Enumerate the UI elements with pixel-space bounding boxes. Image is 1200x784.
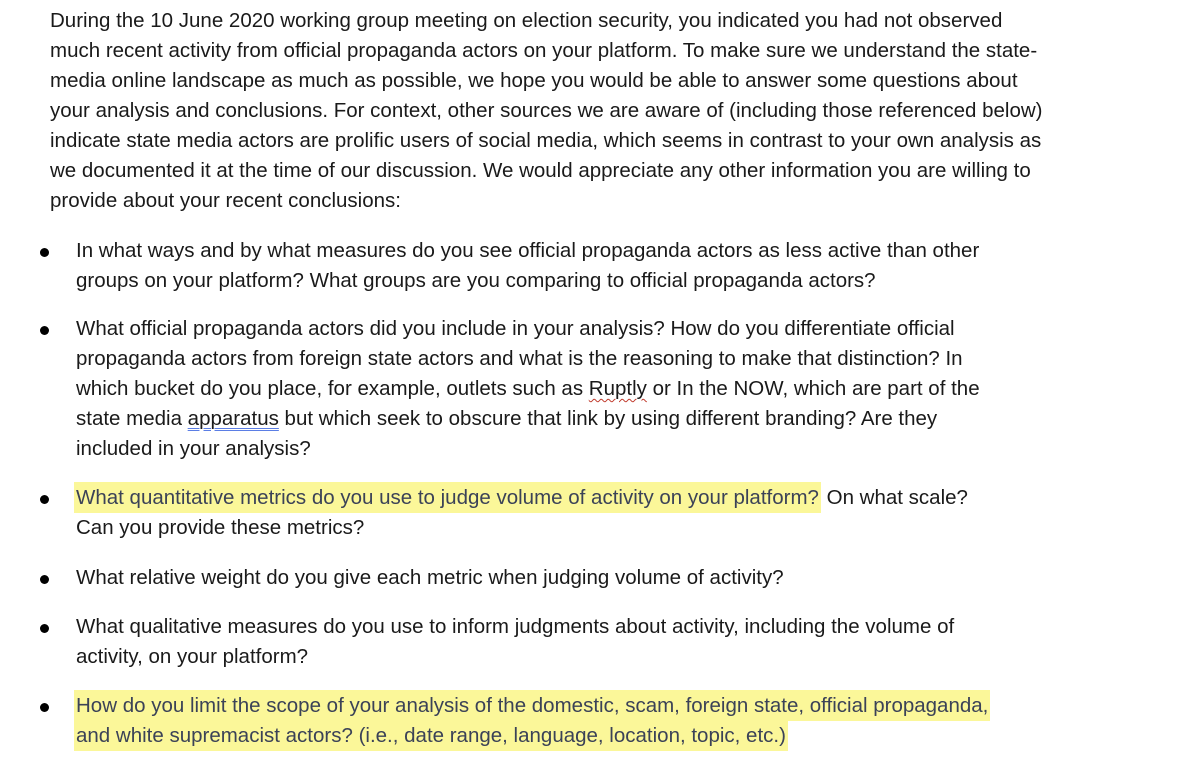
grammar-flag-word[interactable]: apparatus [187, 407, 279, 430]
intro-paragraph: During the 10 June 2020 working group meeting on election security, you indicated you had not observed much recent activity from official propaganda actors on your platform. To make sure we understand the state-media online landscape as much as possible, we hope you would be able to answer some questions about your analysis and conclusions. For context, other sources we are aware of (including those referenced below) indicate state media actors are prolific users of social media, which seems in contrast to your own analysis as we documented it at the time of our discussion. We would appreciate any other information you are willing to provide about your recent conclusions: [50, 9, 1043, 212]
list-item [76, 563, 996, 593]
bullet-icon [40, 575, 49, 584]
question-text: In what ways and by what measures do you see official propaganda actors as less active than other groups on your platform? What groups are you comparing to official propaganda actors? [76, 239, 980, 292]
list-item [76, 314, 996, 464]
bullet-icon [40, 624, 49, 633]
question-text: What qualitative measures do you use to inform judgments about activity, including the volume of activity, on your platform? [76, 615, 955, 668]
highlighted-text: How do you limit the scope of your analysis of the domestic, scam, foreign state, official propaganda, and white supremacist actors? (i.e., date range, language, location, topic, etc.) [74, 690, 990, 751]
highlighted-text: What quantitative metrics do you use to judge volume of activity on your platform? [74, 482, 821, 513]
bullet-icon [40, 326, 49, 335]
list-item [76, 691, 996, 751]
list-item [76, 236, 996, 296]
bullet-icon [40, 703, 49, 712]
question-text: but which seek to obscure that link by using different branding? Are they included in your analysis? [76, 407, 938, 460]
question-text: What official propaganda actors did you include in your analysis? How do you differentiate official propaganda actors from foreign state actors and what is the reasoning to make that distinction? In which bucket do you place, for example, outlets such as [76, 317, 963, 400]
list-item [76, 612, 996, 672]
spellcheck-word[interactable]: Ruptly [588, 377, 647, 400]
question-text: On what scale? Can you provide these metrics? [76, 486, 968, 539]
document-body [50, 6, 1170, 216]
question-text: What relative weight do you give each metric when judging volume of activity? [76, 566, 784, 589]
bullet-icon [40, 495, 49, 504]
bullet-icon [40, 248, 49, 257]
list-item [76, 483, 996, 543]
question-text: or In the NOW, which are part of the state media [76, 377, 980, 430]
